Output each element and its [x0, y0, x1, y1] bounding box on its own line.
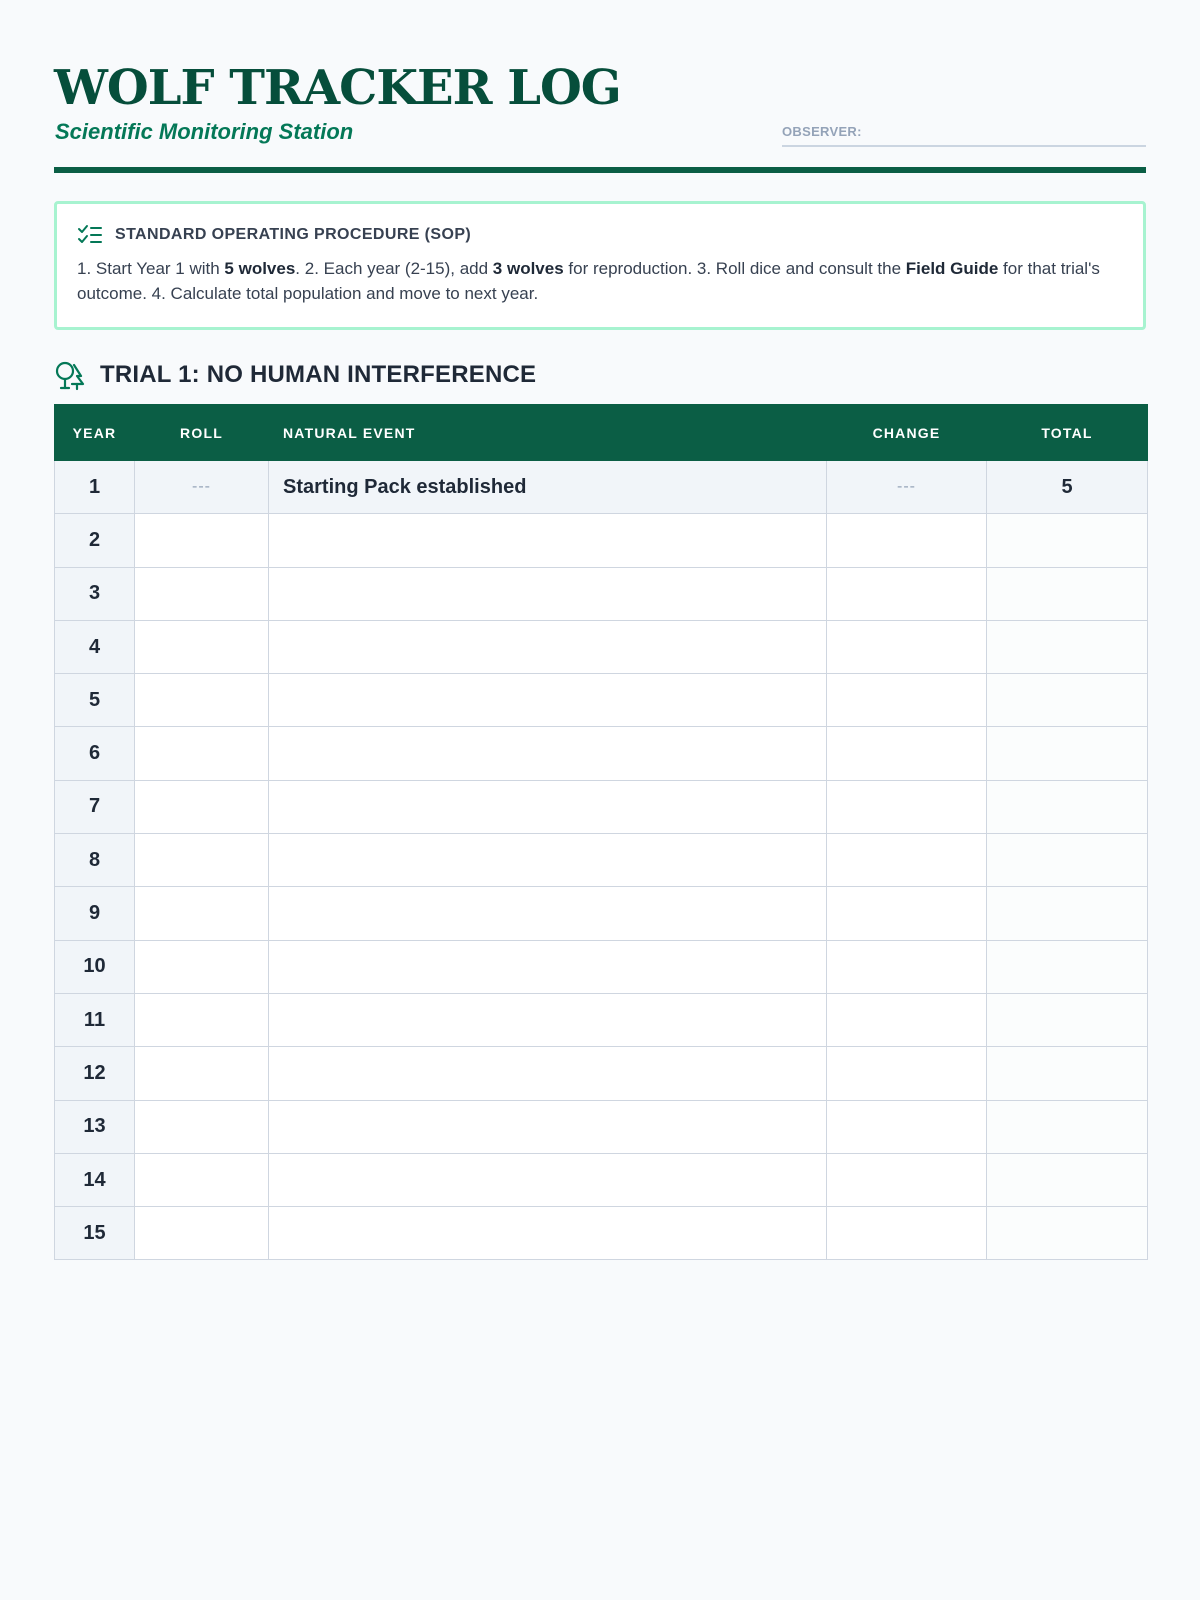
sop-emphasis-reproduction: 3 wolves [492, 259, 564, 278]
total-cell[interactable] [987, 887, 1148, 940]
observer-label: OBSERVER: [782, 124, 862, 139]
total-cell[interactable] [987, 1047, 1148, 1100]
trees-icon [54, 359, 86, 391]
table-row [55, 727, 1148, 780]
total-cell[interactable] [987, 780, 1148, 833]
change-cell[interactable] [827, 620, 987, 673]
table-row [55, 461, 1148, 514]
change-cell[interactable] [827, 567, 987, 620]
event-cell[interactable] [269, 674, 827, 727]
total-cell[interactable] [987, 567, 1148, 620]
total-cell[interactable]: 5 [987, 461, 1148, 514]
year-cell: 7 [55, 780, 135, 833]
roll-cell[interactable] [135, 1207, 269, 1260]
total-cell[interactable] [987, 1153, 1148, 1206]
year-cell: 10 [55, 940, 135, 993]
change-cell[interactable] [827, 834, 987, 887]
column-header-roll: ROLL [135, 405, 269, 461]
sop-text-part: . 2. Each year (2-15), add [295, 259, 493, 278]
event-cell[interactable] [269, 1047, 827, 1100]
event-cell[interactable] [269, 514, 827, 567]
roll-cell[interactable] [135, 780, 269, 833]
column-header-natural-event: NATURAL EVENT [269, 405, 827, 461]
year-cell: 12 [55, 1047, 135, 1100]
table-row [55, 887, 1148, 940]
change-cell[interactable] [827, 1207, 987, 1260]
year-cell: 3 [55, 567, 135, 620]
column-header-total: TOTAL [987, 405, 1148, 461]
roll-cell[interactable] [135, 674, 269, 727]
sop-text-part: for that trial's outcome. 4. Calculate total population and move to next year. [77, 259, 1100, 303]
change-cell[interactable] [827, 1153, 987, 1206]
column-header-change: CHANGE [827, 405, 987, 461]
table-row [55, 567, 1148, 620]
table-row [55, 993, 1148, 1046]
column-header-year: YEAR [55, 405, 135, 461]
change-cell[interactable]: --- [827, 461, 987, 514]
roll-cell[interactable] [135, 1100, 269, 1153]
year-cell: 1 [55, 461, 135, 514]
year-cell: 11 [55, 993, 135, 1046]
table-row [55, 1153, 1148, 1206]
table-row [55, 780, 1148, 833]
sop-text-part: for reproduction. 3. Roll dice and consult the [563, 259, 906, 278]
event-cell[interactable] [269, 620, 827, 673]
change-cell[interactable] [827, 514, 987, 567]
event-cell[interactable] [269, 993, 827, 1046]
roll-cell[interactable] [135, 727, 269, 780]
year-cell: 5 [55, 674, 135, 727]
event-cell[interactable] [269, 780, 827, 833]
page-subtitle: Scientific Monitoring Station [55, 119, 354, 144]
sop-instructions [77, 256, 1123, 306]
table-row [55, 674, 1148, 727]
year-cell: 15 [55, 1207, 135, 1260]
roll-cell[interactable] [135, 567, 269, 620]
change-cell[interactable] [827, 780, 987, 833]
observer-field[interactable] [782, 117, 1146, 147]
total-cell[interactable] [987, 674, 1148, 727]
event-cell[interactable] [269, 727, 827, 780]
sop-title: STANDARD OPERATING PROCEDURE (SOP) [115, 226, 472, 243]
change-cell[interactable] [827, 993, 987, 1046]
event-cell[interactable] [269, 1153, 827, 1206]
year-cell: 9 [55, 887, 135, 940]
total-cell[interactable] [987, 727, 1148, 780]
change-cell[interactable] [827, 1047, 987, 1100]
change-cell[interactable] [827, 887, 987, 940]
page-title: WOLF TRACKER LOG [54, 60, 621, 116]
roll-cell[interactable]: --- [135, 461, 269, 514]
sop-box [54, 201, 1146, 330]
table-row [55, 940, 1148, 993]
table-row [55, 620, 1148, 673]
table-row [55, 1100, 1148, 1153]
trial-heading [54, 358, 536, 392]
table-row [55, 834, 1148, 887]
table-row [55, 514, 1148, 567]
table-header-row [55, 405, 1148, 461]
year-cell: 6 [55, 727, 135, 780]
sop-emphasis-field-guide: Field Guide [905, 259, 999, 278]
population-log-table [54, 404, 1148, 1260]
total-cell[interactable] [987, 1207, 1148, 1260]
trial-title: TRIAL 1: NO HUMAN INTERFERENCE [100, 361, 537, 388]
sop-text-part: 1. Start Year 1 with [77, 259, 225, 278]
event-cell[interactable] [269, 834, 827, 887]
checklist-icon [77, 224, 103, 246]
total-cell[interactable] [987, 620, 1148, 673]
event-cell[interactable]: Starting Pack established [269, 461, 827, 514]
roll-cell[interactable] [135, 834, 269, 887]
year-cell: 14 [55, 1153, 135, 1206]
roll-cell[interactable] [135, 514, 269, 567]
roll-cell[interactable] [135, 887, 269, 940]
total-cell[interactable] [987, 993, 1148, 1046]
header-divider [54, 167, 1146, 173]
year-cell: 8 [55, 834, 135, 887]
total-cell[interactable] [987, 940, 1148, 993]
roll-cell[interactable] [135, 993, 269, 1046]
roll-cell[interactable] [135, 1047, 269, 1100]
sop-header [77, 222, 1123, 248]
page-header [54, 54, 1146, 174]
total-cell[interactable] [987, 514, 1148, 567]
event-cell[interactable] [269, 887, 827, 940]
change-cell[interactable] [827, 1100, 987, 1153]
change-cell[interactable] [827, 674, 987, 727]
year-cell: 13 [55, 1100, 135, 1153]
year-cell: 2 [55, 514, 135, 567]
roll-cell[interactable] [135, 940, 269, 993]
event-cell[interactable] [269, 567, 827, 620]
year-cell: 4 [55, 620, 135, 673]
table-row [55, 1207, 1148, 1260]
change-cell[interactable] [827, 940, 987, 993]
total-cell[interactable] [987, 834, 1148, 887]
roll-cell[interactable] [135, 620, 269, 673]
sop-emphasis-start-wolves: 5 wolves [224, 259, 296, 278]
table-row [55, 1047, 1148, 1100]
event-cell[interactable] [269, 1207, 827, 1260]
total-cell[interactable] [987, 1100, 1148, 1153]
change-cell[interactable] [827, 727, 987, 780]
roll-cell[interactable] [135, 1153, 269, 1206]
event-cell[interactable] [269, 940, 827, 993]
event-cell[interactable] [269, 1100, 827, 1153]
